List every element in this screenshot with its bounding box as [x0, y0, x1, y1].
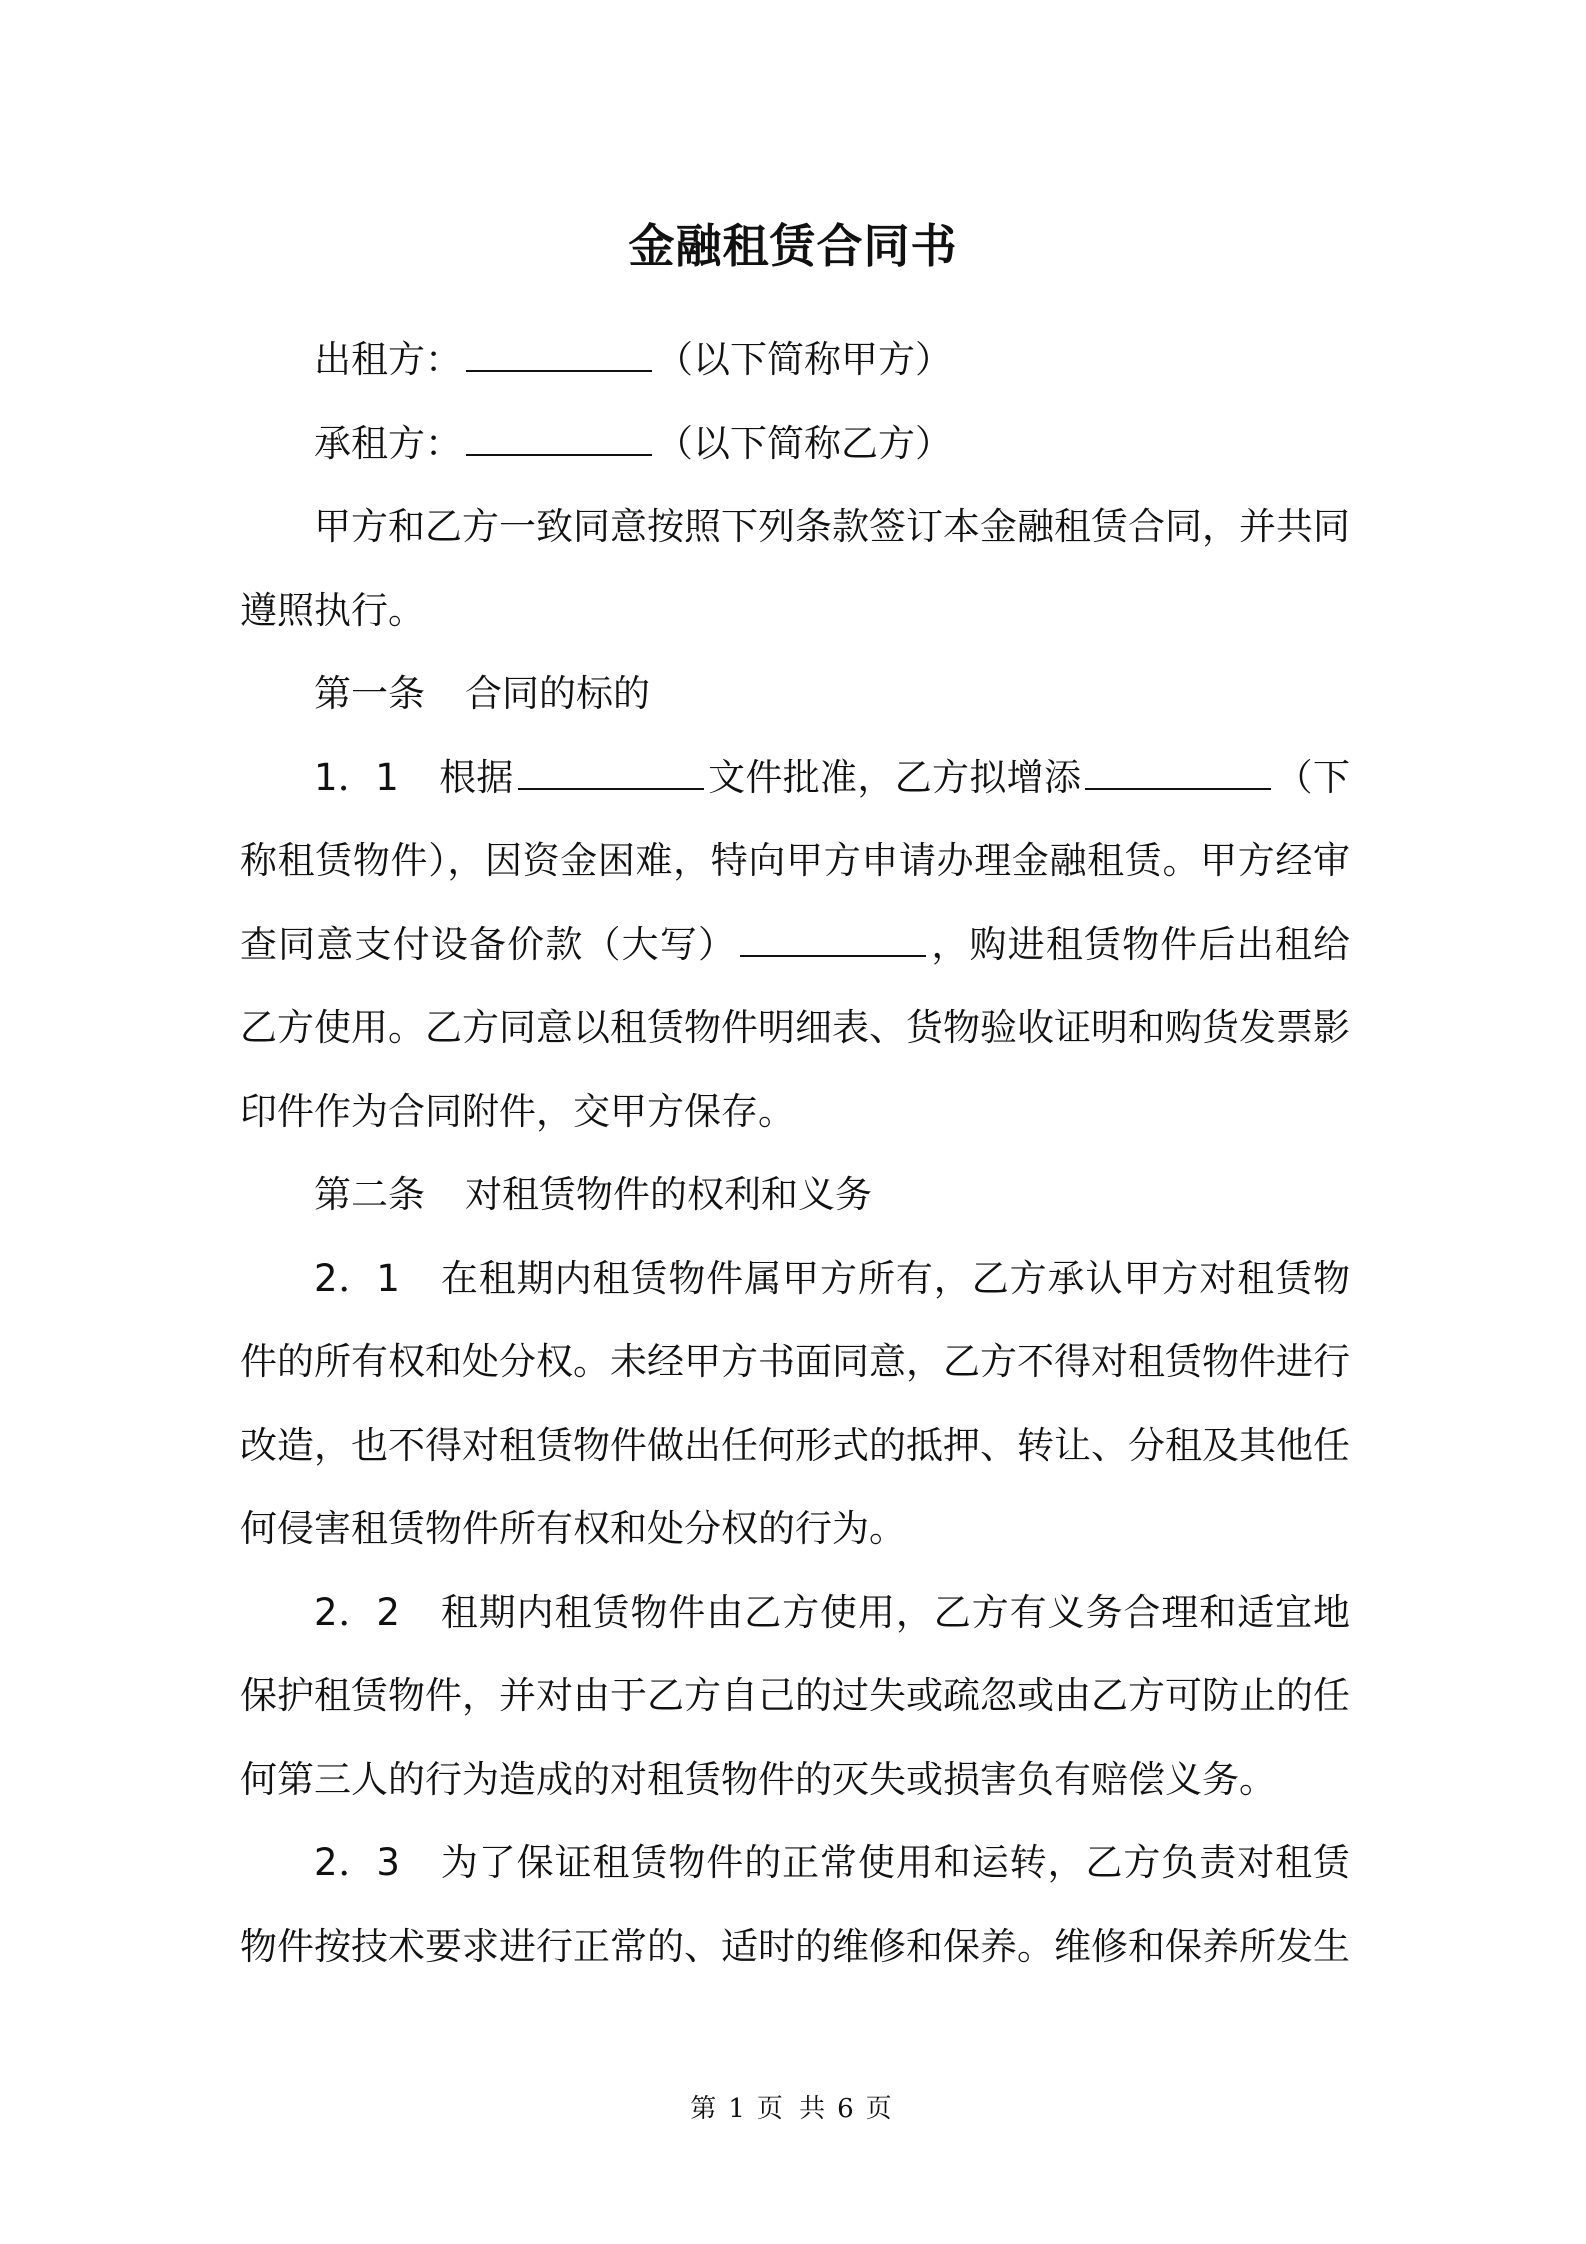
clause-text: 根据	[438, 755, 514, 799]
article-2-heading	[240, 1153, 1350, 1237]
article-1-title: 合同的标的	[465, 672, 650, 715]
clause-number: 2．3	[314, 1841, 400, 1884]
clause-number: 2．2	[314, 1590, 400, 1634]
lessee-label: 承租方：	[314, 421, 462, 465]
lessee-blank	[466, 424, 652, 456]
clause-text: 租期内租赁物件由乙方使用，乙方有义务合理和适宜地保护租赁物件，并对由于乙方自己的过失或疏忽或由乙方可防止的任何第三人的行为造成的对租赁物件的灭失或损害负有赔偿义务。	[240, 1590, 1350, 1801]
article-2-number: 第二条	[314, 1173, 425, 1216]
clause-2-3	[240, 1821, 1350, 1988]
article-1-number: 第一条	[314, 672, 425, 715]
clause-2-1	[240, 1237, 1350, 1571]
document-title: 金融租赁合同书	[628, 219, 958, 273]
document-blank	[518, 758, 704, 790]
total-pages-number: 6	[837, 2094, 858, 2124]
clause-1-1	[240, 736, 1350, 1154]
footer-suffix: 页	[865, 2094, 896, 2124]
clause-number: 1．1	[314, 755, 399, 799]
footer-prefix: 第	[690, 2094, 721, 2124]
lessor-line	[240, 318, 1350, 402]
document-body	[240, 318, 1350, 1988]
lessor-label: 出租方：	[314, 338, 462, 381]
lessee-suffix: （以下简称乙方）	[656, 421, 952, 465]
page-footer	[0, 2088, 1586, 2125]
intro-paragraph: 甲方和乙方一致同意按照下列条款签订本金融租赁合同，并共同遵照执行。	[240, 505, 1350, 632]
lessor-blank	[466, 340, 652, 372]
article-2-title: 对租赁物件的权利和义务	[465, 1173, 872, 1216]
current-page-number: 1	[728, 2094, 749, 2124]
price-blank	[740, 925, 926, 957]
lessor-suffix: （以下简称甲方）	[656, 338, 952, 381]
clause-text: 在租期内租赁物件属甲方所有，乙方承认甲方对租赁物件的所有权和处分权。未经甲方书面同意，乙方不得对租赁物件进行改造，也不得对租赁物件做出任何形式的抵押、转让、分租及其他任何侵害租赁物件所有权和处分权的行为。	[240, 1256, 1350, 1550]
clause-2-2	[240, 1571, 1350, 1822]
footer-mid: 页 共	[756, 2094, 830, 2124]
clause-text: 文件批准，乙方拟增添	[707, 755, 1082, 799]
clause-text: ，购进租赁物件后出租给乙方使用。乙方同意以租赁物件明细表、货物验收证明和购货发票影印件作为合同附件，交甲方保存。	[240, 922, 1351, 1133]
equipment-blank	[1085, 758, 1271, 790]
article-1-heading	[240, 652, 1350, 736]
clause-text: 为了保证租赁物件的正常使用和运转，乙方负责对租赁物件按技术要求进行正常的、适时的维修和保养。维修和保养所发生	[240, 1841, 1350, 1968]
clause-number: 2．1	[314, 1256, 400, 1300]
clause-text: （下称租赁物件），因资金困难，特向甲方申请办理金融租赁。甲方经审查同意支付设备价款（大写）	[240, 755, 1350, 966]
lessee-line	[240, 402, 1350, 486]
